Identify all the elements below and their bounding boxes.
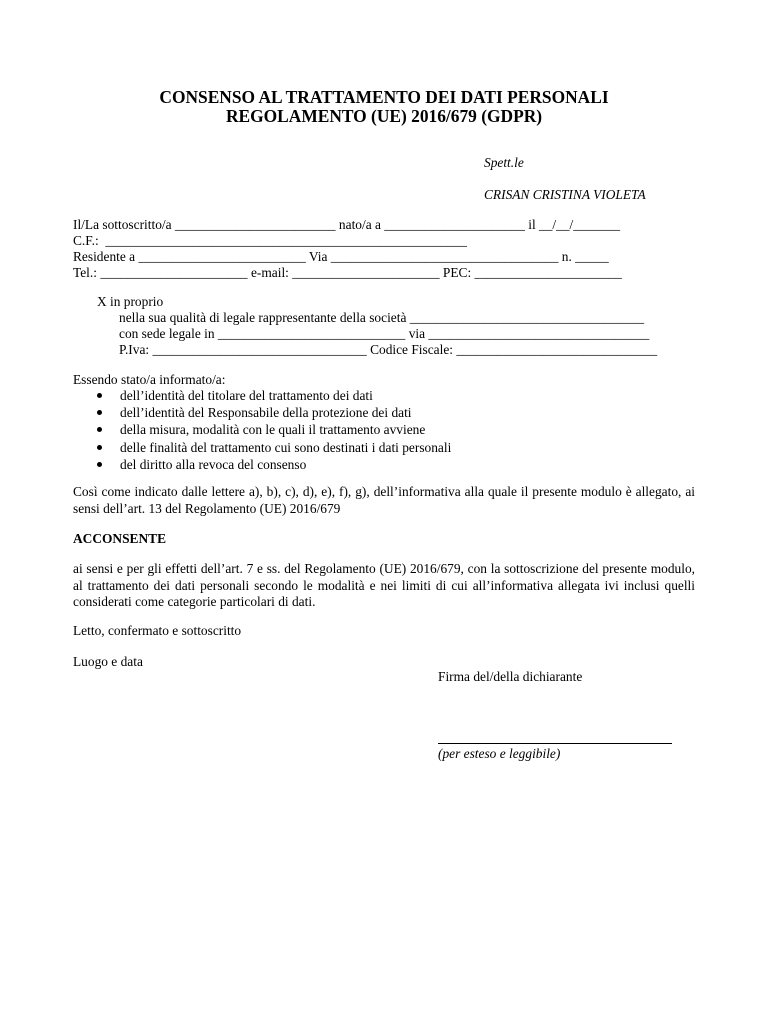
bullet-icon: [97, 410, 102, 415]
document-title-line-1: CONSENSO AL TRATTAMENTO DEI DATI PERSONALI: [159, 87, 609, 107]
recipient-name: CRISAN CRISTINA VIOLETA: [484, 187, 646, 202]
list-item: dell’identità del titolare del trattamento dei dati: [97, 387, 451, 404]
bullet-icon: [97, 462, 102, 467]
consent-heading: ACCONSENTE: [73, 531, 167, 546]
document-title-line-2: REGOLAMENTO (UE) 2016/679 (GDPR): [225, 106, 543, 126]
residence-line: Residente a _________________________ Via __________________________________ n. _____: [73, 249, 609, 264]
signature-line: [438, 743, 672, 744]
list-item: del diritto alla revoca del consenso: [97, 456, 451, 473]
contacts-line: Tel.: ______________________ e-mail: ______________________ PEC: ______________________: [73, 265, 622, 280]
signature-label: Firma del/della dichiarante: [438, 669, 583, 684]
tax-code-line: C.F.: ______________________________________________________: [73, 233, 467, 248]
bullet-icon: [97, 393, 102, 398]
informed-intro: Essendo stato/a informato/a:: [73, 372, 226, 387]
list-item: dell’identità del Responsabile della protezione dei dati: [97, 404, 451, 421]
consent-paragraph: ai sensi e per gli effetti dell’art. 7 e ss. del Regolamento (UE) 2016/679, con la sottoscrizione del presente modulo, al trattamento dei dati personali secondo le modalità e nei limiti di cui all’informativa allegata ivi inclusi quelli considerati come categorie particolari di dati.: [73, 561, 695, 609]
company-vat-line: P.Iva: ________________________________ Codice Fiscale: ______________________________: [119, 342, 658, 357]
place-date-label: Luogo e data: [73, 654, 143, 669]
signer-name-birth-line: Il/La sottoscritto/a ________________________ nato/a a _____________________ il __/__/_______: [73, 217, 621, 232]
bullet-icon: [97, 427, 102, 432]
recipient-salutation: Spett.le: [484, 155, 524, 170]
signature-note: (per esteso e leggibile): [438, 746, 561, 761]
company-seat-line: con sede legale in ____________________________ via _________________________________: [119, 326, 650, 341]
capacity-legal-representative: nella sua qualità di legale rappresentante della società ___________________________________: [119, 310, 645, 325]
closing-statement: Letto, confermato e sottoscritto: [73, 623, 242, 638]
list-item: della misura, modalità con le quali il trattamento avviene: [97, 421, 451, 438]
list-item: delle finalità del trattamento cui sono destinati i dati personali: [97, 439, 451, 456]
capacity-own: X in proprio: [97, 294, 164, 309]
reference-paragraph: Così come indicato dalle lettere a), b), c), d), e), f), g), dell’informativa alla quale il presente modulo è allegato, ai sensi dell’art. 13 del Regolamento (UE) 2016/679: [73, 484, 695, 516]
bullet-icon: [97, 445, 102, 450]
informed-list: [97, 387, 451, 473]
